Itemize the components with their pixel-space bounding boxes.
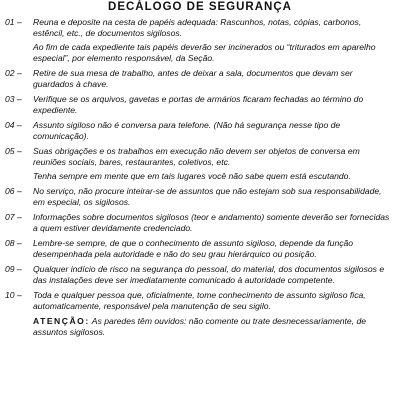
rule-04 bbox=[5, 120, 395, 142]
rule-08 bbox=[5, 238, 395, 260]
rule-number: 10 – bbox=[5, 290, 22, 300]
rule-number: 09 – bbox=[5, 264, 22, 274]
rule-number: 05 – bbox=[5, 146, 22, 156]
rule-07 bbox=[5, 212, 395, 234]
rule-text: Toda e qualquer pessoa que, oficialmente, tome conhecimento de assunto sigiloso fica, automaticamente, responsável pela manutenção de seu sigilo. bbox=[33, 290, 366, 311]
rule-text: Informações sobre documentos sigilosos (teor e andamento) somente deverão ser fornecidas a quem estiver devidamente credenciado. bbox=[33, 212, 390, 233]
rule-text: Reuna e deposite na cesta de papéis adequada: Rascunhos, notas, cópias, carbonos, estêncil, etc., de documentos sigilosos. bbox=[33, 17, 362, 38]
rule-06 bbox=[5, 186, 395, 208]
rule-number: 08 – bbox=[5, 238, 22, 248]
rule-number: 06 – bbox=[5, 186, 22, 196]
rule-text: No serviço, não procure inteirar-se de assuntos que não estejam sob sua responsabilidade, em especial, os sigilosos. bbox=[33, 186, 382, 207]
rule-09 bbox=[5, 264, 395, 286]
rule-number: 01 – bbox=[5, 17, 22, 27]
rule-text: Assunto sigiloso não é conversa para telefone. (Não há segurança nesse tipo de comunicação). bbox=[33, 120, 341, 141]
rule-10 bbox=[5, 290, 395, 312]
rule-text: Retire de sua mesa de trabalho, antes de deixar a sala, documentos que devam ser guardados à chave. bbox=[33, 68, 353, 89]
rule-number: 04 – bbox=[5, 120, 22, 130]
rule-text: Lembre-se sempre, de que o conhecimento de assunto sigiloso, depende da função desempenhada pela autoridade e não do seu grau hierárquico ou posição. bbox=[33, 238, 354, 259]
attention-label: ATENÇÃO: bbox=[33, 316, 90, 326]
rule-text: Tenha sempre em mente que em tais lugares você não sabe quem está escutando. bbox=[33, 171, 351, 181]
rule-text: Ao fim de cada expediente tais papéis deverão ser incinerados ou “triturados em aparelho especial”, por elemento responsável, da Seção. bbox=[33, 42, 376, 63]
attention-text: As paredes têm ouvidos: não comente ou trate desnecessariamente, de assuntos sigilosos. bbox=[33, 316, 367, 337]
rule-number: 03 – bbox=[5, 94, 22, 104]
rule-number: 02 – bbox=[5, 68, 22, 78]
rule-text: Suas obrigações e os trabalhos em execução não devem ser objetos de conversa em reuniões sociais, bares, restaurantes, coletivos, etc. bbox=[33, 146, 360, 167]
rule-02 bbox=[5, 68, 395, 90]
rule-number: 07 – bbox=[5, 212, 22, 222]
rule-01 bbox=[5, 17, 395, 64]
attention-note bbox=[5, 316, 395, 338]
rule-text: Verifique se os arquivos, gavetas e portas de armários ficaram fechadas ao término do expediente. bbox=[33, 94, 364, 115]
rule-03 bbox=[5, 94, 395, 116]
rules-list bbox=[5, 17, 395, 338]
rule-05 bbox=[5, 146, 395, 182]
document-title: DECÁLOGO DE SEGURANÇA bbox=[108, 1, 292, 13]
rule-text: Qualquer indício de risco na segurança do pessoal, do material, dos documentos sigilosos e das instalações deve ser imediatamente comunicado à autoridade competente. bbox=[33, 264, 385, 285]
